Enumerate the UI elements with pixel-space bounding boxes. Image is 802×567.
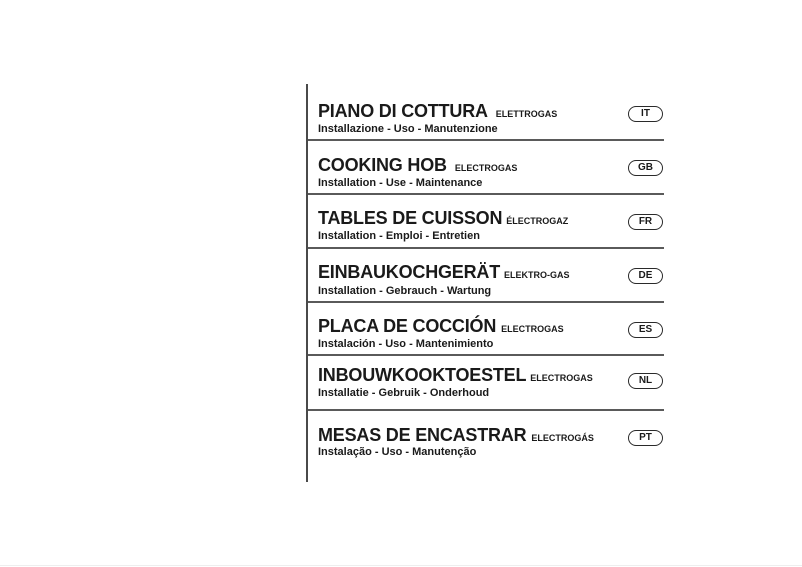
entry-title [318, 101, 557, 124]
left-vertical-bar [306, 84, 308, 482]
entry-title-suffix: ÉLECTROGAZ [506, 216, 569, 226]
entry-title [318, 262, 570, 285]
language-code-badge: DE [628, 268, 663, 284]
entry-subtitle: Installatie - Gebruik - Onderhoud [318, 387, 490, 399]
entry-title-text: PIANO DI COTTURA [318, 101, 488, 121]
language-code-badge: ES [628, 322, 663, 338]
entry-title [318, 155, 517, 178]
language-code-badge: GB [628, 160, 663, 176]
entry-title-text: COOKING HOB [318, 155, 447, 175]
entry-title-suffix: ELECTROGAS [501, 324, 564, 334]
entry-title [318, 425, 594, 448]
entry-title-text: EINBAUKOCHGERÄT [318, 262, 501, 282]
page-bottom-edge [0, 565, 802, 566]
entry-title-text: PLACA DE COCCIÓN [318, 316, 497, 336]
entry-title-suffix: ELEKTRO-GAS [504, 270, 570, 280]
entry-subtitle: Installation - Gebrauch - Wartung [318, 285, 492, 297]
entry-title [318, 365, 593, 388]
entry-subtitle: Installazione - Uso - Manutenzione [318, 123, 498, 135]
entry-title [318, 316, 564, 339]
entry-divider [308, 409, 664, 411]
entry-divider [308, 193, 664, 195]
entry-subtitle: Instalación - Uso - Mantenimiento [318, 338, 494, 350]
entry-title [318, 208, 568, 231]
entry-subtitle: Installation - Use - Maintenance [318, 177, 483, 189]
entry-title-text: MESAS DE ENCASTRAR [318, 425, 527, 445]
entry-title-suffix: ELECTROGÁS [531, 433, 594, 443]
entry-divider [308, 354, 664, 356]
entry-subtitle: Instalação - Uso - Manutenção [318, 446, 477, 458]
entry-subtitle: Installation - Emploi - Entretien [318, 230, 480, 242]
entry-title-text: INBOUWKOOKTOESTEL [318, 365, 527, 385]
entry-divider [308, 301, 664, 303]
language-code-badge: IT [628, 106, 663, 122]
language-code-badge: PT [628, 430, 663, 446]
entry-title-suffix: ELETTROGAS [495, 109, 558, 119]
language-code-badge: NL [628, 373, 663, 389]
entry-title-text: TABLES DE CUISSON [318, 208, 503, 228]
entry-divider [308, 139, 664, 141]
language-code-badge: FR [628, 214, 663, 230]
entry-divider [308, 247, 664, 249]
entry-title-suffix: ELECTROGAS [454, 163, 518, 173]
entry-title-suffix: ELECTROGAS [530, 373, 593, 383]
